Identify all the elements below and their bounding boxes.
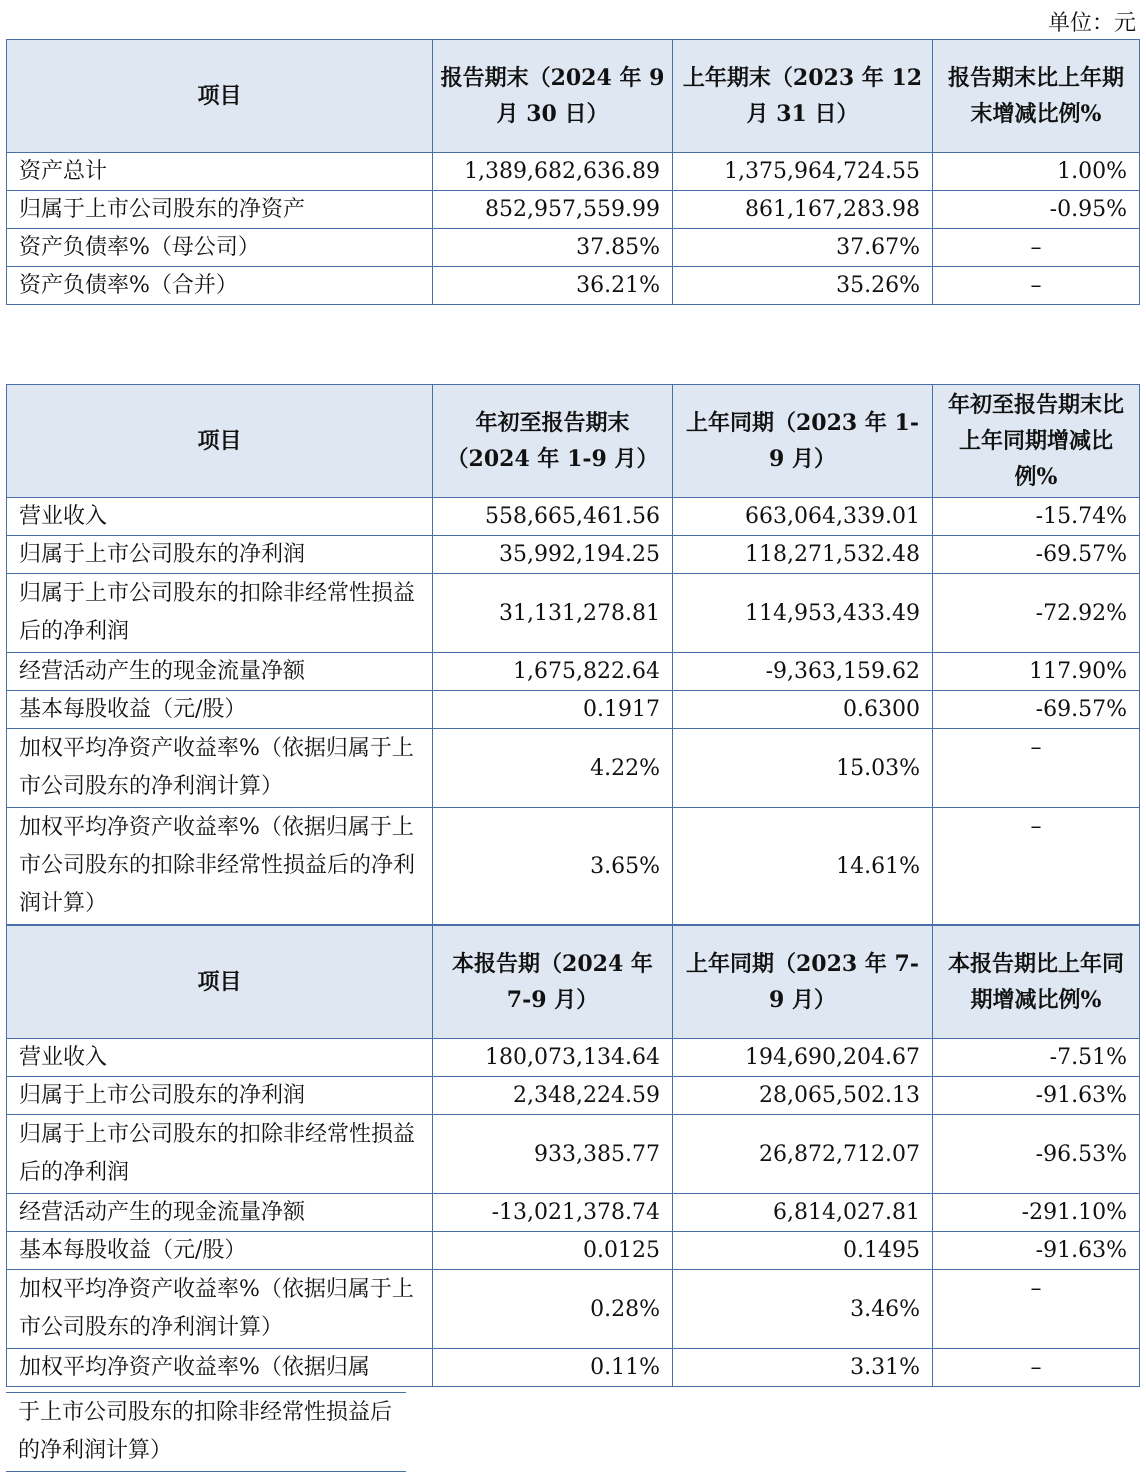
table-row [7, 574, 1140, 653]
table-row [7, 1270, 1140, 1349]
table-row [7, 191, 1140, 229]
cell-value: 1,389,682,636.89 [433, 153, 673, 191]
cell-value: 3.46% [673, 1270, 933, 1349]
cell-value: 0.11% [433, 1349, 673, 1387]
quarter-income-table [6, 925, 1140, 1387]
cell-value: – [933, 729, 1140, 808]
cell-value: – [933, 808, 1140, 925]
row-label: 加权平均净资产收益率%（依据归属于上市公司股东的净利润计算） [7, 1270, 433, 1349]
row-label: 基本每股收益（元/股） [7, 1232, 433, 1270]
cell-value: 118,271,532.48 [673, 536, 933, 574]
table-row [7, 691, 1140, 729]
row-label: 归属于上市公司股东的净利润 [7, 1077, 433, 1115]
table-row [7, 229, 1140, 267]
cell-value: 31,131,278.81 [433, 574, 673, 653]
table-row [7, 1077, 1140, 1115]
header-prior-year-period: 上年同期（2023 年 1-9 月） [673, 385, 933, 498]
cell-value: -9,363,159.62 [673, 653, 933, 691]
cell-value: 0.1917 [433, 691, 673, 729]
header-change-pct: 报告期末比上年期末增减比例% [933, 40, 1140, 153]
row-label: 经营活动产生的现金流量净额 [7, 1194, 433, 1232]
cell-value: 933,385.77 [433, 1115, 673, 1194]
cell-value: 1,375,964,724.55 [673, 153, 933, 191]
table-row [7, 498, 1140, 536]
table-row [7, 1349, 1140, 1387]
cell-value: 1,675,822.64 [433, 653, 673, 691]
row-label: 归属于上市公司股东的扣除非经常性损益后的净利润 [7, 574, 433, 653]
cell-value: -15.74% [933, 498, 1140, 536]
header-prior-year-end: 上年期末（2023 年 12 月 31 日） [673, 40, 933, 153]
ytd-income-table [6, 384, 1140, 925]
header-prior-year-period: 上年同期（2023 年 7-9 月） [673, 926, 933, 1039]
row-label: 基本每股收益（元/股） [7, 691, 433, 729]
balance-summary-table [6, 39, 1140, 305]
row-label: 加权平均净资产收益率%（依据归属 [7, 1349, 433, 1387]
row-label: 资产负债率%（母公司） [7, 229, 433, 267]
cell-value: 28,065,502.13 [673, 1077, 933, 1115]
table-row [7, 536, 1140, 574]
cell-value: 852,957,559.99 [433, 191, 673, 229]
cell-value: – [933, 1349, 1140, 1387]
header-item: 项目 [7, 385, 433, 498]
cell-value: -0.95% [933, 191, 1140, 229]
table-header-row [7, 385, 1140, 498]
cell-value: 3.65% [433, 808, 673, 925]
header-ytd: 年初至报告期末（2024 年 1-9 月） [433, 385, 673, 498]
row-label: 加权平均净资产收益率%（依据归属于上市公司股东的净利润计算） [7, 729, 433, 808]
row-label: 经营活动产生的现金流量净额 [7, 653, 433, 691]
table-row [7, 153, 1140, 191]
cell-value: -69.57% [933, 691, 1140, 729]
table-header-row [7, 926, 1140, 1039]
cell-value: 2,348,224.59 [433, 1077, 673, 1115]
cell-value: 14.61% [673, 808, 933, 925]
header-item: 项目 [7, 40, 433, 153]
header-item: 项目 [7, 926, 433, 1039]
cell-value: – [933, 267, 1140, 305]
table-row [7, 1232, 1140, 1270]
cell-value: 663,064,339.01 [673, 498, 933, 536]
cell-value: 114,953,433.49 [673, 574, 933, 653]
row-label: 资产总计 [7, 153, 433, 191]
cell-value: 37.67% [673, 229, 933, 267]
cell-value: -13,021,378.74 [433, 1194, 673, 1232]
cell-value: 37.85% [433, 229, 673, 267]
table-row [7, 729, 1140, 808]
cell-value: 4.22% [433, 729, 673, 808]
cell-value: 6,814,027.81 [673, 1194, 933, 1232]
cell-value: 36.21% [433, 267, 673, 305]
cell-value: -69.57% [933, 536, 1140, 574]
cell-value: 117.90% [933, 653, 1140, 691]
cell-value: 558,665,461.56 [433, 498, 673, 536]
row-label: 归属于上市公司股东的净利润 [7, 536, 433, 574]
cell-value: 35,992,194.25 [433, 536, 673, 574]
cell-value: -91.63% [933, 1077, 1140, 1115]
header-change-pct: 本报告期比上年同期增减比例% [933, 926, 1140, 1039]
row-label: 营业收入 [7, 1039, 433, 1077]
cell-value: 26,872,712.07 [673, 1115, 933, 1194]
cell-value: -91.63% [933, 1232, 1140, 1270]
cell-value: 0.1495 [673, 1232, 933, 1270]
row-label: 归属于上市公司股东的净资产 [7, 191, 433, 229]
cell-value: -7.51% [933, 1039, 1140, 1077]
cell-value: 0.6300 [673, 691, 933, 729]
unit-label: 单位：元 [1047, 11, 1136, 36]
row-label: 资产负债率%（合并） [7, 267, 433, 305]
header-change-pct: 年初至报告期末比上年同期增减比例% [933, 385, 1140, 498]
cell-value: 0.28% [433, 1270, 673, 1349]
cell-value: 15.03% [673, 729, 933, 808]
cell-value: -96.53% [933, 1115, 1140, 1194]
header-current-period: 本报告期（2024 年 7-9 月） [433, 926, 673, 1039]
cell-value: 3.31% [673, 1349, 933, 1387]
row-label: 加权平均净资产收益率%（依据归属于上市公司股东的扣除非经常性损益后的净利润计算） [7, 808, 433, 925]
row-label: 归属于上市公司股东的扣除非经常性损益后的净利润 [7, 1115, 433, 1194]
table-row [7, 1039, 1140, 1077]
cell-value: 35.26% [673, 267, 933, 305]
cell-value: 194,690,204.67 [673, 1039, 933, 1077]
table-row [7, 1115, 1140, 1194]
cell-value: – [933, 1270, 1140, 1349]
cell-value: 861,167,283.98 [673, 191, 933, 229]
cell-value: -72.92% [933, 574, 1140, 653]
cell-value: 0.0125 [433, 1232, 673, 1270]
table-continuation-text: 于上市公司股东的扣除非经常性损益后的净利润计算） [6, 1392, 406, 1472]
table-row [7, 653, 1140, 691]
table-row [7, 267, 1140, 305]
cell-value: 1.00% [933, 153, 1140, 191]
table-header-row [7, 40, 1140, 153]
table-row [7, 1194, 1140, 1232]
cell-value: -291.10% [933, 1194, 1140, 1232]
cell-value: – [933, 229, 1140, 267]
header-period-end: 报告期末（2024 年 9 月 30 日） [433, 40, 673, 153]
table-row [7, 808, 1140, 925]
row-label: 营业收入 [7, 498, 433, 536]
cell-value: 180,073,134.64 [433, 1039, 673, 1077]
